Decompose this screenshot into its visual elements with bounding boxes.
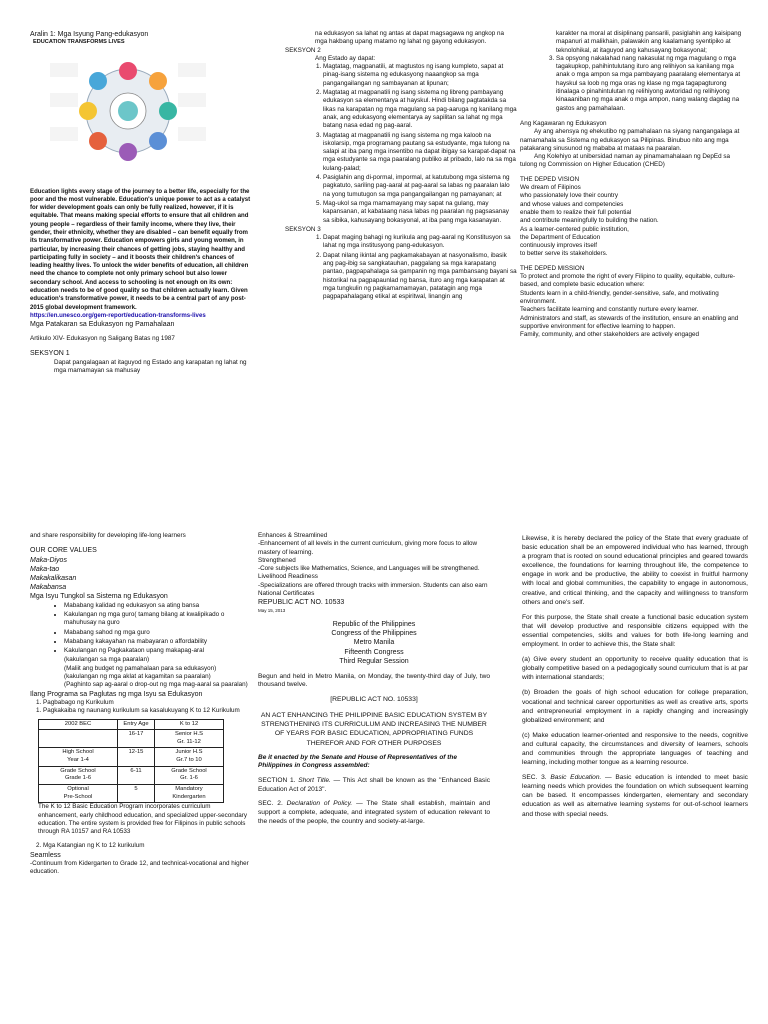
lesson-title: Aralin 1: Mga Isyung Pang-edukasyon xyxy=(30,31,149,38)
list-item: • Kakulangan ng Pagkakataon upang makapag-aral xyxy=(64,647,252,655)
programa-heading: Ilang Programa sa Paglutas ng mga Isyu sa Edukasyon xyxy=(30,690,203,698)
seksyon-3-cont: karakter na moral at disiplinang pansarili, pasiglahin ang kaisipang mapanuri at malikhain, palawakin ang kaalamang syentipiko at teknolohikal, at itaguyod ang kahusayang bokasyonal; xyxy=(556,30,742,54)
ra-heading: REPUBLIC ACT NO. 10533 xyxy=(258,599,345,607)
isyu-sub: (kakulangan sa mga paaralan) xyxy=(64,656,150,664)
section-2: SEC. 2. Declaration of Policy. — The State shall establish, maintain and support a complete, adequate, and integrated system of education relevant to the needs of the people, the country and society-at-large. xyxy=(258,800,490,825)
list-item: • Mababang kalidad ng edukasyon sa ating bansa xyxy=(64,602,252,610)
table-header: Entry Age xyxy=(118,719,155,730)
education-infographic xyxy=(48,53,208,168)
programa-item-2: 2. Mga Katangian ng K to 12 kurikulum xyxy=(36,842,145,850)
vision-line: enable them to realize their full potential xyxy=(520,208,632,216)
p2-column-1 xyxy=(30,532,252,877)
seamless-heading: Seamless xyxy=(30,851,61,859)
seksyon-1-text: Dapat pangalagaan at itaguyod ng Estado ang karapatan ng lahat ng mga mamamayan sa mahusay xyxy=(54,358,247,374)
seksyon-2-heading: SEKSYON 2 xyxy=(285,46,321,54)
programa-item-1: 1. Pagbabago ng Kurikulum xyxy=(36,698,114,706)
curriculum-table xyxy=(38,719,224,804)
mission-line: To protect and promote the right of every Filipino to quality, equitable, culture-based, and complete basic education where: xyxy=(520,273,736,289)
mission-line: Students learn in a child-friendly, gender-sensitive, safe, and motivating environment. xyxy=(520,289,719,305)
core-value: Maka-Diyos xyxy=(30,556,67,564)
page-2 xyxy=(0,512,768,1024)
p2-column-2 xyxy=(258,532,490,826)
table-row: High School Year 1-4 12-15 Junior H.S Gr.7 to 10 xyxy=(39,748,224,766)
strengthened-text: -Core subjects like Mathematics, Science, and Languages will be strengthened. xyxy=(258,565,480,573)
vision-heading: THE DEPED VISION xyxy=(520,175,580,183)
list-item: 2. Dapat nilang ikintal ang pagkamakabayan at nasyonalismo, ibasik ang pag-ibig sa sangkatauhan, paggalang sa mga karapatang pantao, pagpapahalaga sa gampanin ng mga pambansang bayani sa historikal na pagpapaunlad ng bansa, ituro ang mga karapatan at mga tungkulin ng pagkamamamayan, patatagin ang mga pagpapahalagang etikal at espiritwal, linangin ang xyxy=(323,252,517,302)
list-item: 3. Sa opsyong nakalahad nang nakasulat ng mga magulang o mga tagakupkop, pahihintulutang ituro ang relihiyon sa kanilang mga anak o mga ampon sa mga pambayang paaralang elementarya at hayskul sa loob ng mga oras ng klase ng mga tagapagturong itinalaga o pinahintulutan ng relihiyong awtoridad ng relihiyong kinaaaniban ng mga anak o mga ampon, nang walang dagdag na gastos ang pamahalaan. xyxy=(556,55,748,113)
livelihood-text: -Specializations are offered through tracks with immersion. Students can also earn National Certificates xyxy=(258,581,488,598)
enhanced-heading: Enhances & Streamlined xyxy=(258,532,328,539)
list-item: 2. Magtatag at magpanatili ng isang sistema ng libreng pambayang edukasyon sa elementarya at hayskul. Hindi bilang pagtatakda sa likas na karapatan ng mga magulang sa pag-aaruga ng kanilang mga anak, ang edukasyong elementarya ay sapilitan sa lahat ng mga batang nasa edad ng pag-aaral. xyxy=(323,89,517,130)
isyu-sub: (Maliit ang budget ng pamahalaan para sa edukasyon) xyxy=(64,664,217,672)
ra-date: May 15, 2013 xyxy=(258,607,286,613)
isyu-sub: (Paghinto sap ag-aaral o drop-out ng mga mag-aaral sa paaralan) xyxy=(64,681,248,689)
kagawaran-paragraph-1: Ay ang ahensya ng ehekutibo ng pamahalaan na siyang nangangalaga at namamahala sa Sistema ng edukasyon sa Pilipinas. Binubuo nito ang mga patakarang sinusunod ng mababa at mataas na paaralan. xyxy=(520,128,740,152)
vision-line: who passionately love their country xyxy=(520,192,619,200)
vision-line: and contribute meaningfully to building the nation. xyxy=(520,217,659,225)
seksyon-1-cont: na edukasyon sa lahat ng antas at dapat magsagawa ng angkop na mga hakbang upang matamo ng lahat ng gayong edukasyon. xyxy=(315,30,505,46)
list-item: 4. Pasiglahin ang di-pormal, impormal, at katutubong mga sistema ng pagkatuto, sariling pag-aaral at pag-aaral sa labas ng paaralan lalo na yong tumutugon sa mga pangangailangan ng pamayanan; at xyxy=(323,174,517,199)
list-item: 1. Magtatag, magpanatili, at magtustos ng isang kumpleto, sapat at pinag-isang sistema ng edukasyong naaangkop sa mga pangangailangan ng sambayanan at lipunan; xyxy=(323,63,517,88)
seksyon-3-list xyxy=(285,234,517,301)
core-value: Makakalikasan xyxy=(30,575,77,582)
p1-column-3 xyxy=(520,30,748,339)
ra-bracket: [REPUBLIC ACT NO. 10533] xyxy=(330,696,418,704)
mission-line: Administrators and staff, as stewards of the institution, ensure an enabling and supportive environment for effective learning to happen. xyxy=(520,314,739,330)
table-row: 16-17 Senior H.S Gr. 11-12 xyxy=(39,730,224,748)
item-a: (a) Give every student an opportunity to receive quality education that is globally competitive based on a pedagogically sound curriculum that is at par with international standards; xyxy=(522,656,748,682)
table-header: K to 12 xyxy=(155,719,224,730)
begun-text: Begun and held in Metro Manila, on Monday, the twenty-third day of July, two thousand twelve. xyxy=(258,672,490,689)
list-item: 3. Magtatag at magpanatili ng isang sistema ng mga kaloob na iskolarsip, mga programang pautang sa estudyante, mga tulong na salapi at iba pang mga insentibo na dapat ibigay sa karapat-dapat na mga estudyante sa mga paaralang publiko at pribado, lalo na sa mga kulang-palad; xyxy=(323,132,517,173)
table-row: Optional Pre-School 5 Mandatory Kindergarten xyxy=(39,784,224,802)
kagawaran-paragraph-2: Ang Kolehiyo at unibersidad naman ay pinamamahalaan ng DepEd sa tulong ng Commission on Higher Education (CHED) xyxy=(520,153,731,169)
strengthened-heading: Strengthened xyxy=(258,556,296,564)
vision-line: We dream of Filipinos xyxy=(520,184,581,192)
section-3: SEC. 3. Basic Education. — Basic education is intended to meet basic learning needs which provides the foundation on which subsequent learning can be based. It encompasses kindergarten, elementary and secondary education as well as alternative learning systems for out-of-school learners and those with special needs. xyxy=(522,774,748,818)
list-item: 5. Mag-ukol sa mga mamamayang may sapat na gulang, may kapansanan, at kabataang nasa labas ng paaralan ng pagsasanay sa sibika, kahusayang bokasyonal, at iba pang mga kasanayan. xyxy=(323,200,517,225)
mission-heading: THE DEPED MISSION xyxy=(520,264,585,272)
item-b: (b) Broaden the goals of high school education for college preparation, vocational and technical career opportunities as well as creative arts, sports and entrepreneurial employment in a rapidly changing and increasingly globalized environment; and xyxy=(522,689,748,724)
vision-line: As a learner-centered public institution, xyxy=(520,225,629,233)
purpose-paragraph: For this purpose, the State shall create a functional basic education system that will develop productive and responsible citizens equipped with the essential competencies, skills and values for both life-long learning and employment. In order to achieve this, the State shall: xyxy=(522,613,748,649)
patakaran-heading: Mga Patakaran sa Edukasyon ng Pamahalaan xyxy=(30,320,175,328)
list-item: • Kakulangan ng mga guro( tamang bilang at kwalipikado o mahuhusay na guro xyxy=(64,611,252,628)
act-header: Republic of the Philippines Congress of the Philippines Metro Manila Fifteenth Congress Third Regular Session xyxy=(331,620,417,666)
vision-line: continuously improves itself xyxy=(520,242,597,250)
livelihood-heading: Livelihood Readiness xyxy=(258,573,318,581)
vision-line: the Department of Education xyxy=(520,233,601,241)
core-value: Maka-tao xyxy=(30,565,60,573)
list-item: • Mababang kakayahan na mabayaran o affordability xyxy=(64,638,252,646)
act-title: AN ACT ENHANCING THE PHILIPPINE BASIC EDUCATION SYSTEM BY STRENGTHENING ITS CURRICULUM AND INCREASING THE NUMBER OF YEARS FOR BASIC EDUCATION, APPROPRIATING FUNDS THEREFOR AND FOR OTHER PURPOSES xyxy=(260,712,488,747)
seksyon-3-list-cont xyxy=(520,55,748,113)
infographic-title: EDUCATION TRANSFORMS LIVES xyxy=(33,39,125,46)
p1-column-1 xyxy=(30,30,252,375)
list-item: 1. Dapat maging bahagi ng kurikula ang pag-aaral ng Konstitusyon sa lahat ng mga institusyong pang-edukasyon. xyxy=(323,234,517,251)
isyu-heading: Mga Isyu Tungkol sa Sistema ng Edukasyon xyxy=(30,593,168,601)
seksyon-3-heading: SEKSYON 3 xyxy=(285,225,321,233)
seksyon-1-heading: SEKSYON 1 xyxy=(30,350,70,358)
policy-paragraph: Likewise, it is hereby declared the policy of the State that every graduate of basic education shall be an empowered individual who has learned, through a program that is rooted on sound educational principles and geared towards excellence, the foundations for learning throughout life, the competence to engage in work and be productive, the ability to coexist in fruitful harmony with local and global communities, the capability to engage in autonomous, creative, and critical thinking, and the capacity and willingness to transform others and one's self. xyxy=(522,535,748,606)
mission-cont: and share responsibility for developing life-long learners xyxy=(30,532,186,539)
vision-line: and whose values and competencies xyxy=(520,200,624,208)
mission-line: Teachers facilitate learning and constantly nurture every learner. xyxy=(520,306,699,314)
table-header: 2002 BEC xyxy=(39,719,118,730)
table-row: Grade School Grade 1-6 6-11 Grade School Gr. 1-6 xyxy=(39,766,224,784)
core-values-heading: OUR CORE VALUES xyxy=(30,547,97,555)
enacted-text: Be it enacted by the Senate and House of Representatives of the Philippines in Congress assembled: xyxy=(258,753,458,770)
p2-column-3 xyxy=(522,534,748,819)
k12-description: The K to 12 Basic Education Program incorporates curriculum enhancement, early childhood education, and specialized upper-secondary education. The entire system is provided free for Filipinos in public schools through RA 10157 and RA 10533 xyxy=(38,803,247,836)
core-value: Makabansa xyxy=(30,584,67,592)
mission-line: Family, community, and other stakeholders are actively engaged xyxy=(520,331,699,339)
p1-column-2 xyxy=(285,30,517,303)
seksyon-2-intro: Ang Estado ay dapat: xyxy=(315,54,376,62)
seamless-text: -Continuum from Kidergarten to Grade 12, and technical-vocational and higher education. xyxy=(30,859,249,876)
unesco-link[interactable]: https://en.unesco.org/gem-report/education-transforms-lives xyxy=(30,311,206,319)
infographic-body: Education lights every stage of the journey to a better life, especially for the poor and the most vulnerable. Education's unique power to act as a catalyst for wider development goals can only be fully realized, however, if it is equitable. That means making special efforts to ensure that all children and young people – regardless of their family income, where they live, their gender, their ethnicity, whether they are disabled – can benefit equally from its transformative power. Education empowers girls and young women, in particular, by increasing their chances of getting jobs, staying healthy and participating fully in society – and it boosts their children's chances of leading healthy lives. To unlock the wider benefits of education, all children need the chance to complete not only primary school but also lower secondary school. And access to schooling is not enough on its own: education needs to be of good quality so that children actually learn. Given education's transformative power, it needs to be a central part of any post-2015 global development framework. xyxy=(30,187,251,311)
isyu-sub: (kakulangan ng mga aklat at kagamitan sa paaralan) xyxy=(64,673,211,681)
artikulo-heading: Artikulo XIV- Edukasyon ng Saligang Batas ng 1987 xyxy=(30,335,175,343)
isyu-list xyxy=(30,602,252,656)
seksyon-2-list xyxy=(285,63,517,225)
vision-line: to better serve its stakeholders. xyxy=(520,250,608,258)
item-c: (c) Make education learner-oriented and responsive to the needs, cognitive and cultural capacity, the circumstances and diversity of learners, schools and communities through the appropriate languages of teaching and learning, including mother tongue as a learning resource. xyxy=(522,731,748,767)
kagawaran-heading: Ang Kagawaran ng Edukasyon xyxy=(520,119,607,127)
enhanced-text: -Enhancement of all levels in the current curriculum, giving more focus to allow mastery of learning. xyxy=(258,540,478,556)
list-item: • Mababang sahod ng mga guro xyxy=(64,629,252,637)
programa-item-1a: 1. Pagkakaiba ng naunang kurikulum sa kasalukuyang K to 12 Kurikulum xyxy=(36,707,240,715)
section-1: SECTION 1. Short Title. — This Act shall be known as the "Enhanced Basic Education Act of 2013". xyxy=(258,776,490,793)
